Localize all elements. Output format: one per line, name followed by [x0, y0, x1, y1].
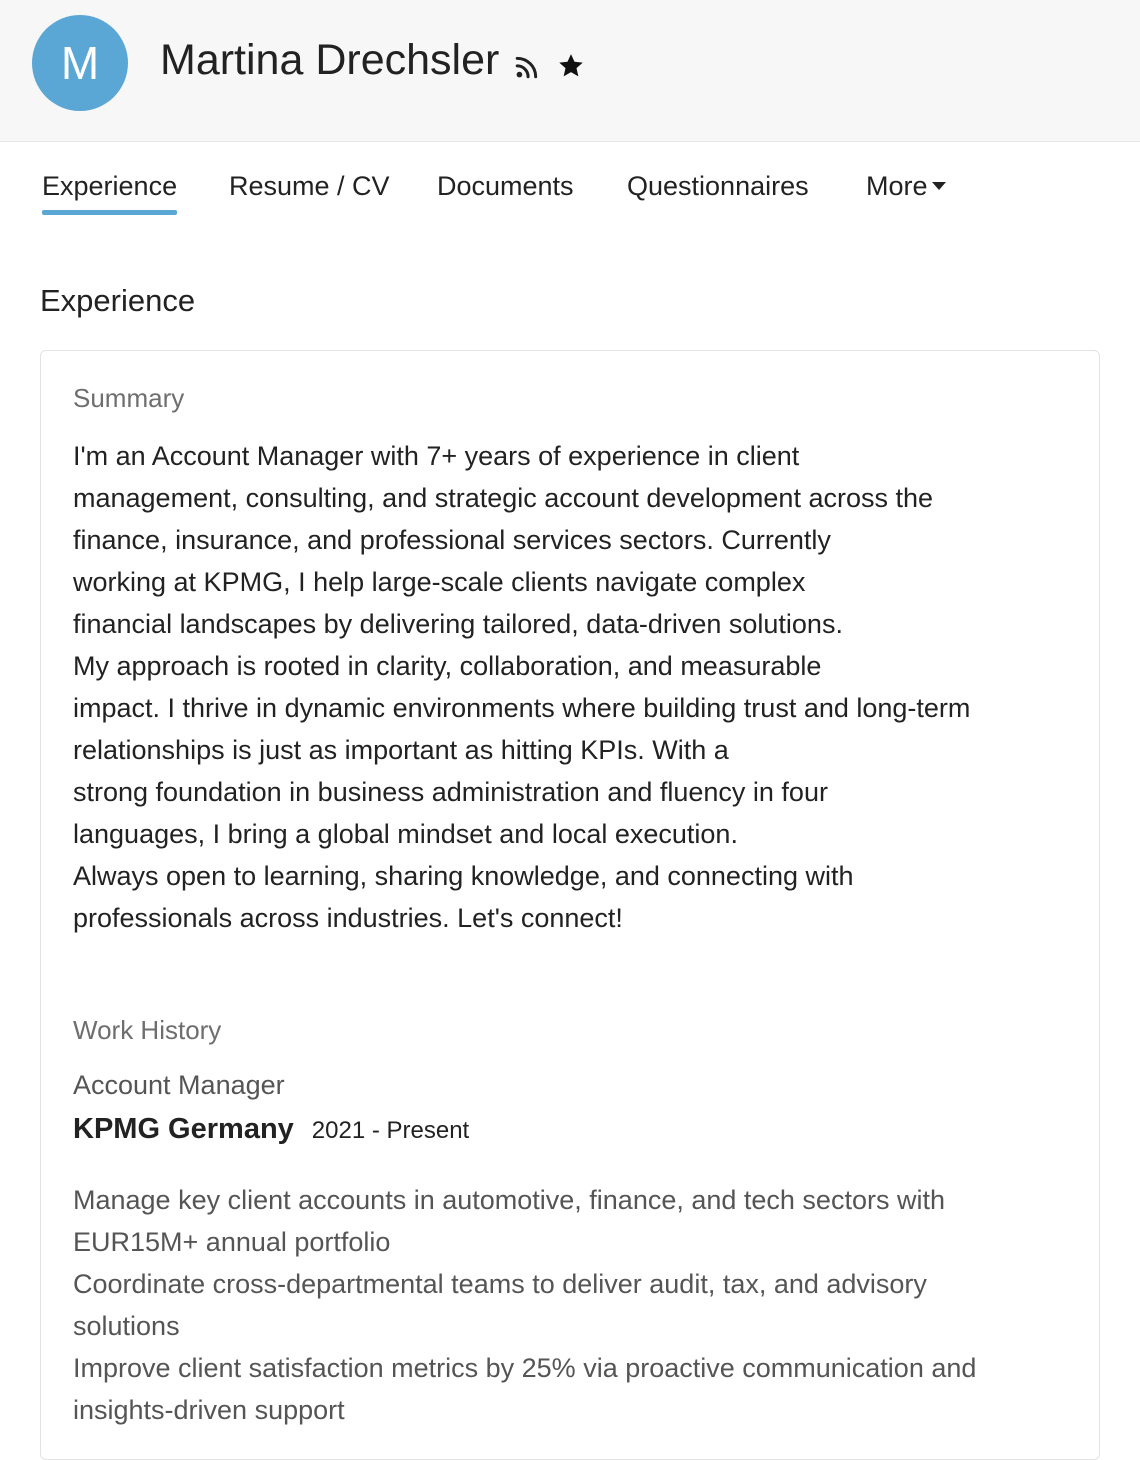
job-duty-line: EUR15M+ annual portfolio: [73, 1227, 391, 1257]
avatar: M: [32, 15, 128, 111]
summary-label: Summary: [73, 383, 185, 413]
summary-line: financial landscapes by delivering tailored, data-driven solutions.: [73, 609, 843, 639]
star-icon[interactable]: [556, 51, 586, 81]
job-company: KPMG Germany: [73, 1113, 294, 1145]
summary-line: Always open to learning, sharing knowledge, and connecting with: [73, 861, 854, 891]
summary-line: strong foundation in business administration and fluency in four: [73, 777, 828, 807]
tab-more[interactable]: [866, 168, 946, 204]
chevron-down-icon: [932, 182, 946, 190]
experience-card: [40, 350, 1100, 1460]
job-duty-line: Manage key client accounts in automotive, finance, and tech sectors with: [73, 1185, 945, 1215]
summary-line: working at KPMG, I help large-scale clients navigate complex: [73, 567, 806, 597]
tab-documents[interactable]: Documents: [437, 171, 574, 201]
summary-line: I'm an Account Manager with 7+ years of experience in client: [73, 441, 800, 471]
summary-line: impact. I thrive in dynamic environments where building trust and long-term: [73, 693, 971, 723]
job-dates: 2021 - Present: [311, 1117, 470, 1144]
profile-header: [0, 0, 1140, 142]
tab-more-label: More: [866, 171, 928, 201]
profile-tabs: [0, 142, 1140, 222]
tab-questionnaires[interactable]: Questionnaires: [627, 171, 809, 201]
job-duty-line: solutions: [73, 1311, 180, 1341]
job-duty-line: Improve client satisfaction metrics by 25% via proactive communication and: [73, 1353, 977, 1383]
page-title: Experience: [40, 283, 196, 318]
summary-line: professionals across industries. Let's connect!: [73, 903, 623, 933]
summary-line: languages, I bring a global mindset and local execution.: [73, 819, 738, 849]
job-company-row: [73, 1109, 469, 1151]
tab-experience[interactable]: Experience: [42, 168, 177, 204]
job-title: Account Manager: [73, 1070, 285, 1100]
rss-icon[interactable]: [514, 54, 540, 80]
summary-line: management, consulting, and strategic account development across the: [73, 483, 934, 513]
job-duty-line: Coordinate cross-departmental teams to deliver audit, tax, and advisory: [73, 1269, 927, 1299]
summary-text: [73, 435, 1073, 939]
profile-name: Martina Drechsler: [160, 36, 500, 84]
summary-line: relationships is just as important as hitting KPIs. With a: [73, 735, 729, 765]
tab-resume-cv[interactable]: Resume / CV: [229, 171, 390, 201]
work-history-label: Work History: [73, 1015, 222, 1045]
job-duty-line: insights-driven support: [73, 1395, 345, 1425]
summary-line: My approach is rooted in clarity, collaboration, and measurable: [73, 651, 822, 681]
summary-line: finance, insurance, and professional services sectors. Currently: [73, 525, 831, 555]
job-duties: [73, 1179, 1083, 1431]
